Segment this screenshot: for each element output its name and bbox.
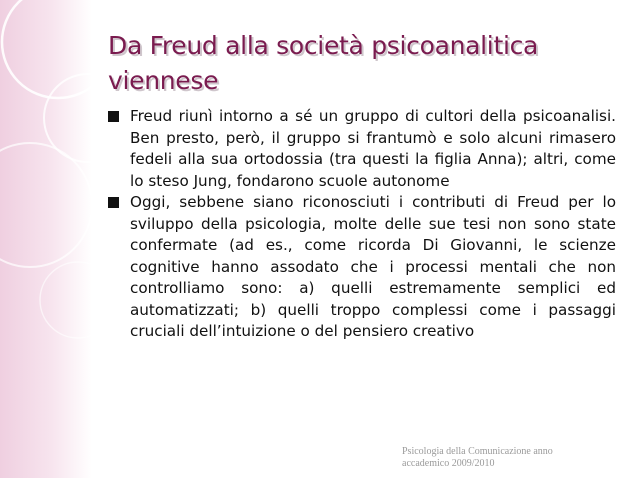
slide-footer: Psicologia della Comunicazione anno accademico 2009/2010 [402, 446, 553, 469]
bullet-square-icon [108, 111, 119, 122]
bullet-text: Oggi, sebbene siano riconosciuti i contributi di Freud per lo sviluppo della psicologia, molte delle sue tesi non sono state confermate (ad es., come ricorda Di Giovanni, le scienze cognitive hanno assodato che i processi mentali che non controlliamo sono: a) quelli estremamente semplici ed automatizzati; b) quelli troppo complessi come i passaggi cruciali dell’intuizione o del pensiero creativo [130, 193, 616, 340]
bullet-text: Freud riunì intorno a sé un gruppo di cultori della psicoanalisi. Ben presto, però, il gruppo si frantumò e solo alcuni rimasero fedeli alla sua ortodossia (tra questi la figlia Anna); altri, come lo steso Jung, fondarono scuole autonome [130, 107, 616, 190]
bullet-item [108, 106, 616, 192]
slide-title: Da Freud alla società psicoanalitica viennese [108, 31, 539, 95]
bullet-list [108, 106, 616, 343]
bullet-item [108, 192, 616, 343]
bullet-square-icon [108, 197, 119, 208]
